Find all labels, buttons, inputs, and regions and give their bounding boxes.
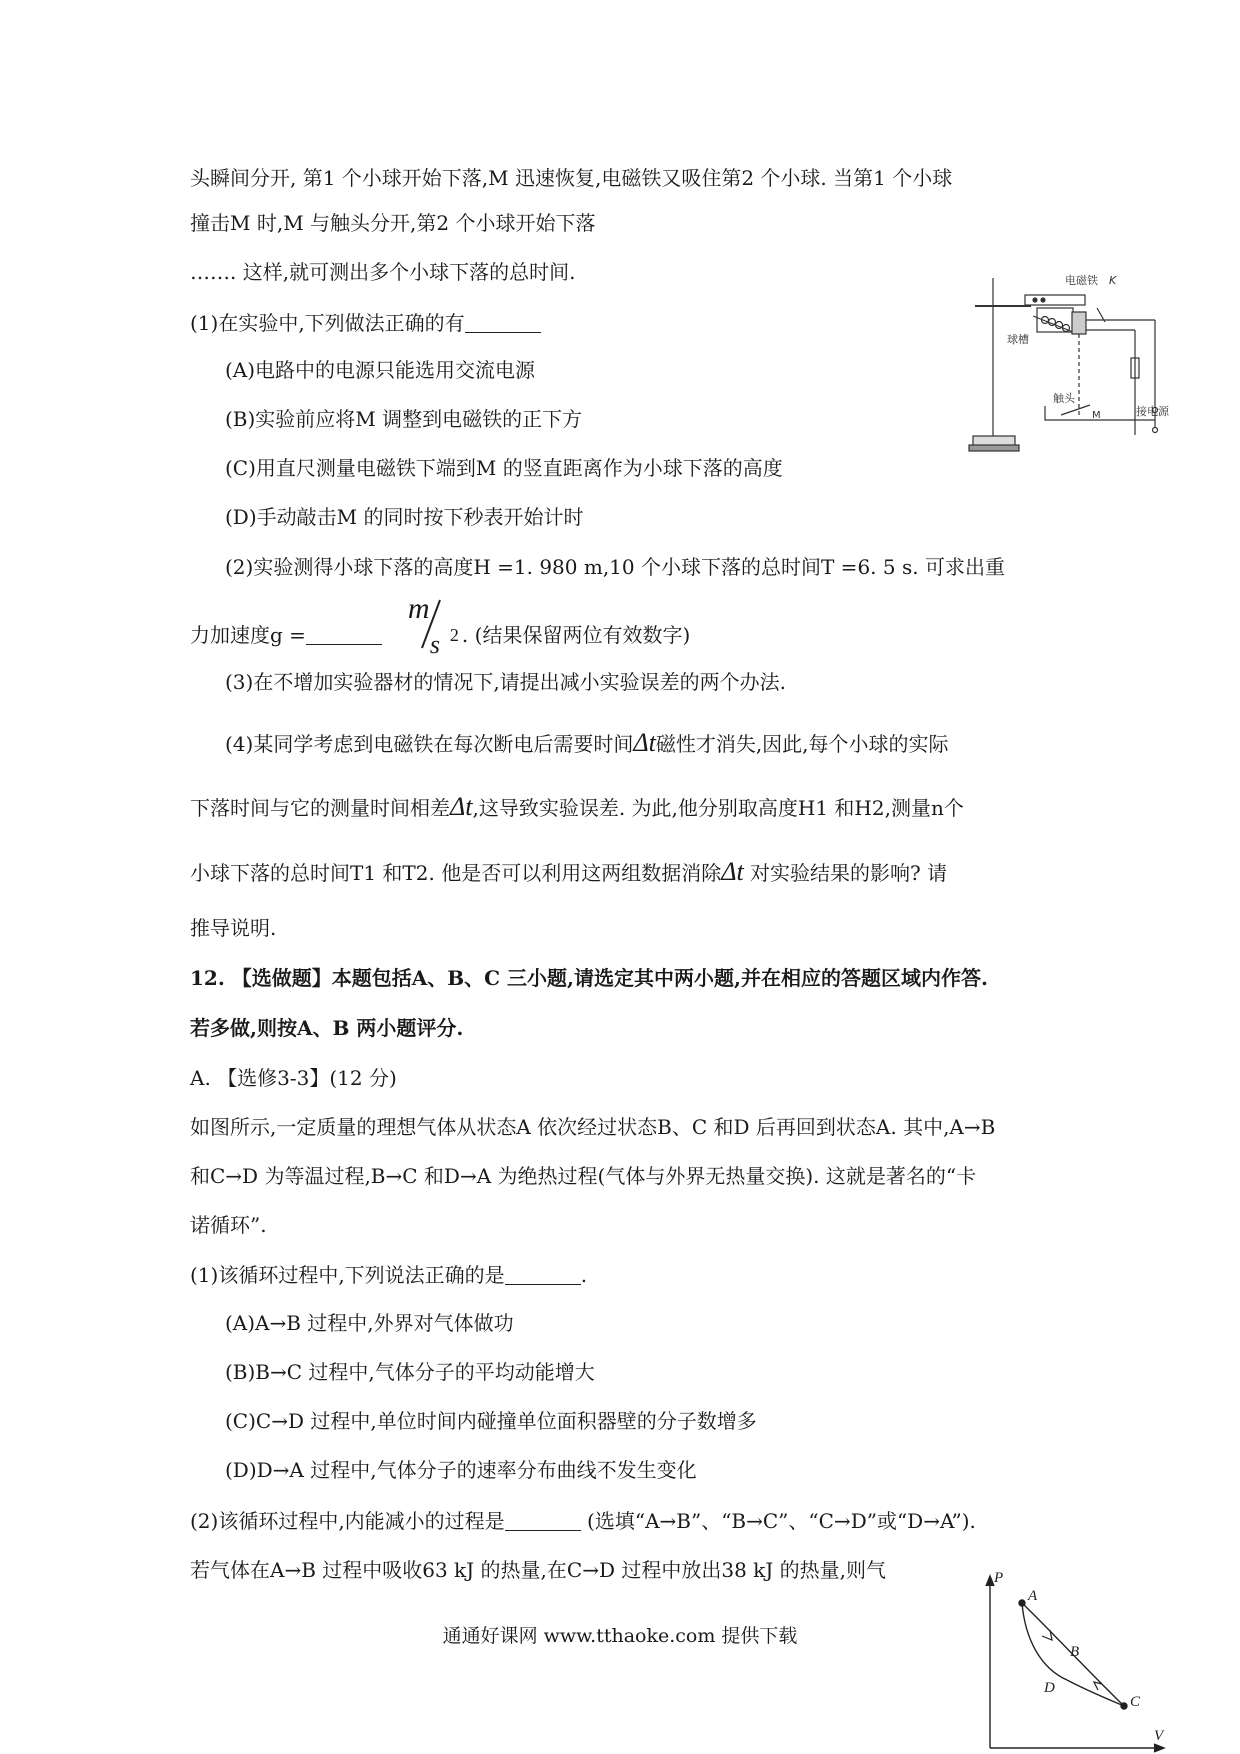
text-line: 诺循环”.: [190, 1213, 267, 1237]
question-2: (2)实验测得小球下落的高度H =1. 980 m,10 个小球下落的总时间T =6. 5 s. 可求出重: [225, 555, 1005, 579]
unit-fraction: m s 2: [382, 610, 462, 660]
point-label-a: A: [1028, 1588, 1038, 1604]
text-line: 撞击M 时,M 与触头分开,第2 个小球开始下落: [190, 211, 596, 235]
point-label-b: B: [1070, 1644, 1080, 1660]
text-line: 小球下落的总时间T1 和T2. 他是否可以利用这两组数据消除Δt 对实验结果的影响? 请: [190, 857, 948, 886]
option-a: (A)A→B 过程中,外界对气体做功: [225, 1311, 514, 1335]
answer-blank: [505, 1510, 581, 1531]
text-line: 下落时间与它的测量时间相差Δt,这导致实验误差. 为此,他分别取高度H1 和H2,测量n个: [190, 792, 964, 821]
apparatus-figure: [965, 270, 1170, 462]
point-label-c: C: [1130, 1694, 1141, 1710]
option-b: (B)实验前应将M 调整到电磁铁的正下方: [225, 407, 583, 431]
question-a1: (1)该循环过程中,下列说法正确的是 .: [190, 1263, 588, 1287]
text-line: 头瞬间分开, 第1 个小球开始下落,M 迅速恢复,电磁铁又吸住第2 个小球. 当第1 个小球: [190, 166, 953, 190]
option-d: (D)手动敲击M 的同时按下秒表开始计时: [225, 505, 584, 529]
point-label-d: D: [1044, 1680, 1055, 1696]
text-line: 若气体在A→B 过程中吸收63 kJ 的热量,在C→D 过程中放出38 kJ 的热量,则气: [190, 1558, 887, 1582]
question-1: (1)在实验中,下列做法正确的有: [190, 312, 541, 333]
option-c: (C)用直尺测量电磁铁下端到M 的竖直距离作为小球下落的高度: [225, 456, 783, 480]
question-4: (4)某同学考虑到电磁铁在每次断电后需要时间Δt磁性才消失,因此,每个小球的实际: [225, 728, 949, 757]
option-a: (A)电路中的电源只能选用交流电源: [225, 358, 536, 382]
label-contact: 触头: [1053, 392, 1075, 405]
option-b: (B)B→C 过程中,气体分子的平均动能增大: [225, 1360, 595, 1384]
answer-blank: [306, 624, 382, 645]
text-line: 如图所示,一定质量的理想气体从状态A 依次经过状态B、C 和D 后再回到状态A. 其中,A→B: [190, 1115, 996, 1139]
label-electromagnet: 电磁铁: [1065, 274, 1098, 287]
answer-blank: [465, 312, 541, 333]
question-12-note: 若多做,则按A、B 两小题评分.: [190, 1016, 464, 1040]
pv-diagram: [970, 1568, 1170, 1754]
section-title: A. 【选修3-3】(12 分): [190, 1066, 397, 1090]
text-line: 推导说明.: [190, 916, 277, 940]
text-line: ……. 这样,就可测出多个小球下落的总时间.: [190, 260, 576, 284]
axis-label-p: P: [994, 1570, 1004, 1586]
question-2-cont: 力加速度g = m s 2 . (结果保留两位有效数字): [190, 592, 691, 659]
question-3: (3)在不增加实验器材的情况下,请提出减小实验误差的两个办法.: [225, 670, 787, 694]
page-footer: 通通好课网 www.tthaoke.com 提供下载: [442, 1625, 798, 1647]
label-power: 接电源: [1136, 405, 1169, 418]
label-m: M: [1092, 410, 1101, 421]
text-line: 和C→D 为等温过程,B→C 和D→A 为绝热过程(气体与外界无热量交换). 这就是著名的“卡: [190, 1164, 977, 1188]
option-c: (C)C→D 过程中,单位时间内碰撞单位面积器壁的分子数增多: [225, 1409, 757, 1433]
label-k: K: [1109, 274, 1117, 287]
question-a2: (2)该循环过程中,内能减小的过程是 (选填“A→B”、“B→C”、“C→D”或“D→A”).: [190, 1509, 976, 1533]
question-12-heading: 12. 【选做题】本题包括A、B、C 三小题,请选定其中两小题,并在相应的答题区域内作答.: [190, 966, 988, 990]
answer-blank: [505, 1264, 581, 1285]
label-trough: 球槽: [1007, 333, 1029, 346]
axis-label-v: V: [1154, 1728, 1164, 1744]
option-d: (D)D→A 过程中,气体分子的速率分布曲线不发生变化: [225, 1458, 697, 1482]
